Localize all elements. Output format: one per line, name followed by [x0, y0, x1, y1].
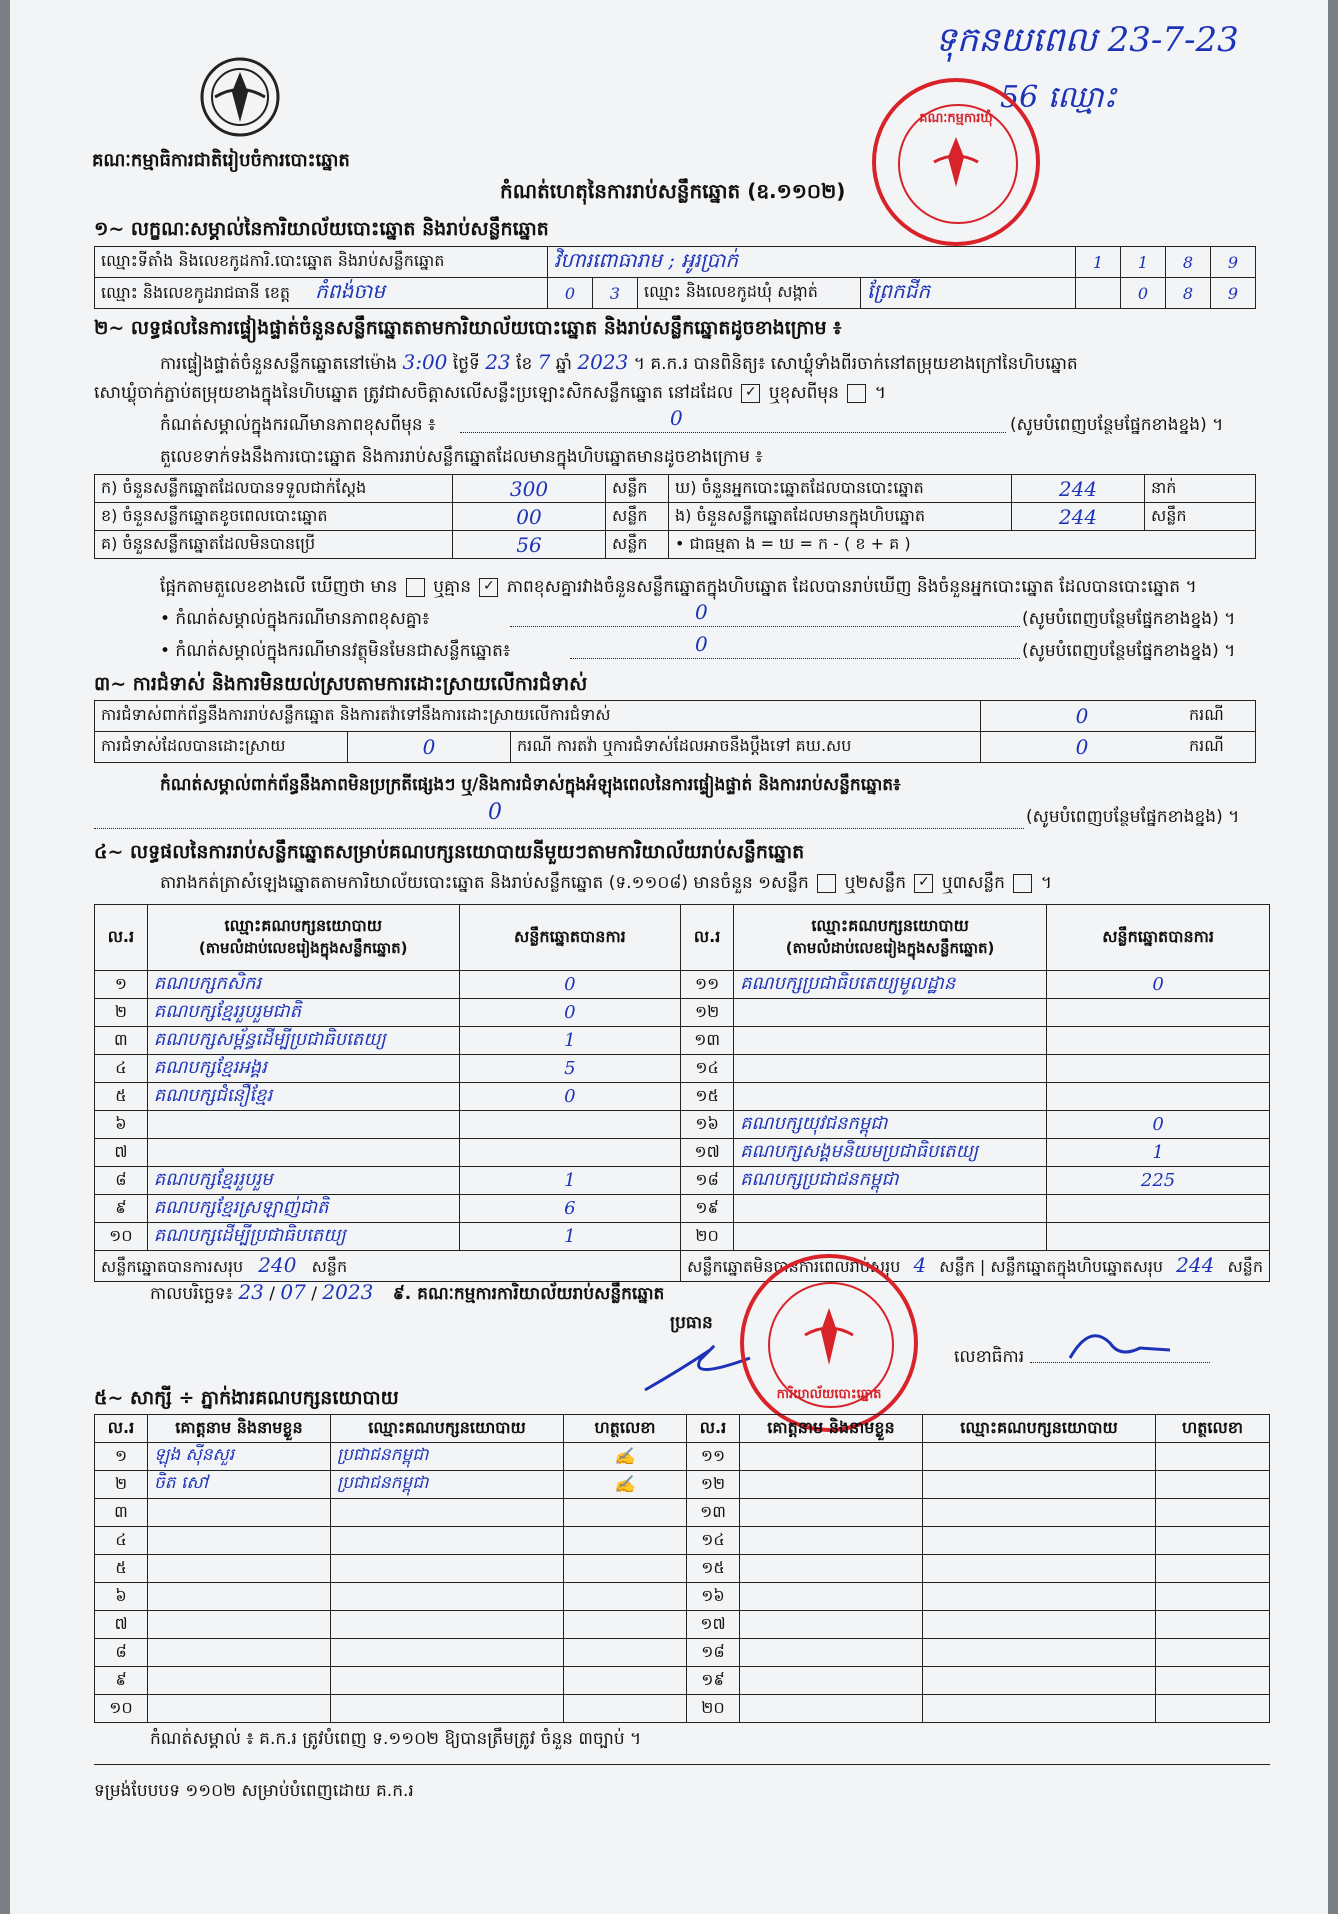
party-name [734, 999, 1047, 1027]
resolved-complaints-value: 0 [348, 732, 511, 763]
party-number: ១១ [681, 971, 734, 999]
witness-number: ១៩ [687, 1667, 740, 1695]
party-votes: 0 [459, 971, 680, 999]
province-code-1: 0 [548, 278, 593, 309]
nec-emblem-icon [190, 52, 290, 142]
witness-signature [1156, 1527, 1270, 1555]
party-number: ១២ [681, 999, 734, 1027]
witness-number: ២ [95, 1471, 148, 1499]
witness-signature [1156, 1471, 1270, 1499]
party-result-row [95, 999, 1270, 1027]
witness-party [923, 1639, 1156, 1667]
witness-number: ១៤ [687, 1527, 740, 1555]
witness-name [148, 1583, 331, 1611]
form-title: កំណត់ហេតុនៃការរាប់សន្លឹកឆ្នោត (ឧ.១១០២) [500, 179, 846, 203]
witness-name [740, 1471, 923, 1499]
seal-note-label: កំណត់សម្គាល់ក្នុងករណីមានភាពខុសពីមុន ៖ [160, 415, 436, 435]
party-name: គណបក្សប្រជាជនកម្ពុជា [734, 1167, 1047, 1195]
irregularity-note-fill: (សូមបំពេញបន្ថែមផ្នែកខាងខ្នង) ។ [1026, 807, 1240, 827]
party-name [734, 1223, 1047, 1251]
party-number: ៧ [95, 1139, 148, 1167]
party-result-row [95, 1223, 1270, 1251]
party-result-row [95, 1111, 1270, 1139]
verification-line: ការផ្ទៀងផ្ទាត់ចំនួនសន្លឹកឆ្នោតនៅម៉ោង 3:00 ថ្ងៃទី 23 ខែ 7 ឆ្នាំ 2023 ។ គ.ក.រ បានពិនិត្យ៖ សោឃ្លុំទាំងពីរចាក់នៅតម្រុយខាងក្រៅនៃហិបឆ្នោត [160, 350, 1078, 374]
witness-party [331, 1499, 564, 1527]
witness-number: ១៦ [687, 1583, 740, 1611]
witness-number: ៦ [95, 1583, 148, 1611]
witness-name [148, 1499, 331, 1527]
witness-signature [1156, 1555, 1270, 1583]
witness-signature [564, 1499, 687, 1527]
party-name: គណបក្សខ្មែររួបរួម [147, 1167, 459, 1195]
witness-name [740, 1611, 923, 1639]
witness-name [740, 1695, 923, 1723]
party-number: ១៤ [681, 1055, 734, 1083]
witness-signature [564, 1527, 687, 1555]
witness-party [923, 1667, 1156, 1695]
party-name [734, 1055, 1047, 1083]
secretary-label: លេខាធិការ [954, 1347, 1025, 1367]
section3-title: ៣~ ការជំទាស់ និងការមិនយល់ស្របតាមការដោះស្រាយលើការជំទាស់ [94, 673, 588, 695]
party-number: ៤ [95, 1055, 148, 1083]
party-votes: 1 [459, 1223, 680, 1251]
witness-row [95, 1695, 1270, 1723]
witness-body [95, 1443, 1270, 1723]
party-votes: 5 [459, 1055, 680, 1083]
party-number: ៥ [95, 1083, 148, 1111]
party-name [734, 1195, 1047, 1223]
party-name: គណបក្សខ្មែររួបរួមជាតិ [147, 999, 459, 1027]
different-checkbox[interactable] [847, 384, 866, 403]
official-stamp-bottom: ការិយាល័យបោះឆ្នោត [740, 1254, 918, 1432]
party-votes: 0 [459, 1083, 680, 1111]
witness-signature [564, 1667, 687, 1695]
witness-name [740, 1527, 923, 1555]
invalid-note-value: 0 [695, 632, 708, 656]
witness-row [95, 1499, 1270, 1527]
office-committee-label: ៩. គណៈកម្មការការិយាល័យរាប់សន្លឹកឆ្នោត [392, 1284, 665, 1304]
party-number: ១០ [95, 1223, 148, 1251]
witness-party [331, 1555, 564, 1583]
witness-party [331, 1583, 564, 1611]
witness-party [923, 1583, 1156, 1611]
form-footer: ទម្រង់បែបបទ ១១០២ សម្រាប់បំពេញដោយ គ.ក.រ [94, 1781, 414, 1801]
official-stamp-top: គណៈកម្មការឃុំ [872, 78, 1040, 246]
witness-row [95, 1527, 1270, 1555]
total-box-value: 244 [1176, 1252, 1215, 1277]
date-month: 07 [280, 1280, 306, 1304]
witness-name [740, 1667, 923, 1695]
witness-number: ២០ [687, 1695, 740, 1723]
province-cell [95, 278, 548, 309]
party-name [147, 1111, 459, 1139]
party-name: គណបក្សដើម្បីប្រជាធិបតេយ្យ [147, 1223, 459, 1251]
party-results-body [95, 971, 1270, 1251]
seal-check-line: សោឃ្លុំចាក់ភ្ជាប់តម្រុយខាងក្នុងនៃហិបឆ្នោត ត្រូវជាសចិត្តាសលើសន្លឹះប្រឡោះសិកសន្លឹកឆ្នោត នៅដដែល ✓ ឬខុសពីមុន ។ [94, 383, 887, 403]
witness-number: ៩ [95, 1667, 148, 1695]
diff-note-label: • កំណត់សម្គាល់ក្នុងករណីមានភាពខុសគ្នា៖ [160, 609, 430, 629]
witness-name [148, 1695, 331, 1723]
witness-row [95, 1639, 1270, 1667]
witness-row [95, 1443, 1270, 1471]
party-result-row [95, 1167, 1270, 1195]
complaints-table: ការជំទាស់ពាក់ព័ន្ធនឹងការរាប់សន្លឹកឆ្នោត និងការតវ៉ាទៅនឹងការដោះស្រាយលើការជំទាស់ 0 ករណី ការជំទាស់ដែលបានដោះស្រាយ 0 ករណី ការតវ៉ា ឬការជំទាស់ដែលអាចនឹងប្តឹងទៅ គឃ.សប 0 ករណី [94, 700, 1256, 763]
witness-row [95, 1555, 1270, 1583]
party-number: ១៣ [681, 1027, 734, 1055]
party-number: ១៧ [681, 1139, 734, 1167]
witness-signature: ✍ [564, 1443, 687, 1471]
party-result-row [95, 1139, 1270, 1167]
section5-title: ៥~ សាក្សី ÷ ភ្នាក់ងារគណបក្សនយោបាយ [94, 1387, 399, 1409]
counts-table: ក) ចំនួនសន្លឹកឆ្នោតដែលបានទទួលជាក់ស្តែង 300 សន្លឹក ឃ) ចំនួនអ្នកបោះឆ្នោតដែលបានបោះឆ្នោត 244 នាក់ ខ) ចំនួនសន្លឹកឆ្នោតខូចពេលបោះឆ្នោត 00 សន្លឹក ង) ចំនួនសន្លឹកឆ្នោតដែលមានក្នុងហិបឆ្នោត 244 សន្លឹក គ) ចំនួនសន្លឹកឆ្នោតដែលមិនបានប្រើ 56 សន្លឹក • ជាធម្មតា ង = ឃ = ក - ( ខ + គ ) [94, 474, 1256, 559]
witness-row [95, 1583, 1270, 1611]
date-day: 23 [238, 1280, 264, 1304]
party-name [734, 1027, 1047, 1055]
location-code-4: 9 [1211, 247, 1256, 278]
witness-signature [1156, 1667, 1270, 1695]
witness-party [923, 1443, 1156, 1471]
witness-party [923, 1527, 1156, 1555]
witness-name [740, 1639, 923, 1667]
verification-year: 2023 [577, 350, 629, 374]
location-value: វិហារពោធារាម ; អូរប្រាក់ [548, 247, 1076, 278]
location-code-3: 8 [1166, 247, 1211, 278]
witness-number: ១៧ [687, 1611, 740, 1639]
party-votes [1047, 1055, 1270, 1083]
secretary-signature-icon [1060, 1318, 1180, 1368]
party-number: ២០ [681, 1223, 734, 1251]
party-results-table: ល.រ ឈ្មោះគណបក្សនយោបាយ (តាមលំដាប់លេខរៀងក្នុងសន្លឹកឆ្នោត) សន្លឹកឆ្នោតបានការ ល.រ ឈ្មោះគណបក្សនយោបាយ (តាមលំដាប់លេខរៀងក្នុងសន្លឹកឆ្នោត) សន្លឹកឆ្នោតបានការ ១ គណបក្សកសិករ 0 ១១ គណបក្សប្រជាធិបតេយ្យមូលដ្ឋាន 0 ២ គណបក្សខ្មែររួបរួមជាតិ 0 ១២ ៣ គណបក្សសម្ព័ន្ធដើម្បីប្រជាធិបតេយ្យ 1 ១៣ ៤ គណបក្សខ្មែរអង្គរ 5 ១៤ ៥ គណបក្សជំនឿខ្មែរ 0 ១៥ ៦ ១៦ គណបក្សយុវជនកម្ពុជា 0 ៧ ១៧ គណបក្សសង្គមនិយមប្រជាធិបតេយ្យ 1 ៨ គណបក្សខ្មែររួបរួម 1 ១៨ គណបក្សប្រជាជនកម្ពុជា 225 ៩ គណបក្សខ្មែរស្រឡាញ់ជាតិ 6 ១៩ ១០ គណបក្សដើម្បីប្រជាធិបតេយ្យ 1 ២០ សន្លឹកឆ្នោតបានការសរុប 240 សន្លឹក សន្លឹកឆ្នោតមិនបានការពេលរាប់សរុប 4 សន្លឹក | សន្លឹកឆ្នោតក្នុងហិបឆ្នោតសរុប 244 សន្លឹក [94, 904, 1270, 1282]
party-votes: 1 [459, 1027, 680, 1055]
witness-signature [564, 1639, 687, 1667]
total-invalid-value: 4 [913, 1252, 927, 1277]
witness-number: ១២ [687, 1471, 740, 1499]
witness-party: ប្រជាជនកម្ពុជា [331, 1471, 564, 1499]
section2-title: ២~ លទ្ធផលនៃការផ្ទៀងផ្ទាត់ចំនួនសន្លឹកឆ្នោតតាមការិយាល័យបោះឆ្នោត និងរាប់សន្លឹកឆ្នោតដូចខាងក្រោម ៖ [94, 317, 842, 339]
tally-sheet-line: តារាងកត់ត្រាសំឡេងឆ្នោតតាមការិយាល័យបោះឆ្នោត និងរាប់សន្លឹកឆ្នោត (ទ.១១០៨) មានចំនួន ១សន្លឹក ឬ២សន្លឹក ✓ ឬ៣សន្លឹក ។ [160, 873, 1053, 893]
irregularity-note-label: កំណត់សម្គាល់ពាក់ព័ន្ធនឹងភាពមិនប្រក្រតីផ្សេងៗ ឬ/និងការជំទាស់ក្នុងអំឡុងពេលនៃការផ្ទៀងផ្ទាត់ និងការរាប់សន្លឹកឆ្នោត៖ [160, 775, 901, 795]
party-name: គណបក្សសម្ព័ន្ធដើម្បីប្រជាធិបតេយ្យ [147, 1027, 459, 1055]
chair-label: ប្រធាន [670, 1313, 713, 1333]
party-name: គណបក្សកសិករ [147, 971, 459, 999]
witness-row [95, 1667, 1270, 1695]
witness-number: ៧ [95, 1611, 148, 1639]
witness-signature [1156, 1695, 1270, 1723]
party-number: ១៦ [681, 1111, 734, 1139]
diff-note-value: 0 [695, 600, 708, 624]
witness-party [331, 1667, 564, 1695]
verification-month: 7 [537, 350, 551, 374]
witness-signature [564, 1611, 687, 1639]
witness-signature [1156, 1443, 1270, 1471]
party-name: គណបក្សសង្គមនិយមប្រជាធិបតេយ្យ [734, 1139, 1047, 1167]
party-votes: 6 [459, 1195, 680, 1223]
witness-number: ១៣ [687, 1499, 740, 1527]
witness-name [148, 1611, 331, 1639]
formula-note: • ជាធម្មតា ង = ឃ = ក - ( ខ + គ ) [669, 531, 1256, 559]
count-intro: តួលេខទាក់ទងនឹងការបោះឆ្នោត និងការរាប់សន្លឹកឆ្នោតដែលមានក្នុងហិបឆ្នោតមានដូចខាងក្រោម ៖ [160, 447, 763, 467]
committee-name: គណៈកម្មាធិការជាតិរៀបចំការបោះឆ្នោត [92, 150, 350, 171]
witness-name [740, 1555, 923, 1583]
party-votes [459, 1111, 680, 1139]
total-valid-value: 240 [258, 1252, 297, 1277]
witness-name: ចិត សៅ [148, 1471, 331, 1499]
irregularity-note-value: 0 [488, 800, 502, 825]
party-result-row [95, 1027, 1270, 1055]
location-table [94, 246, 1256, 309]
witness-signature [1156, 1611, 1270, 1639]
voters-count-value: 244 [1012, 475, 1145, 503]
party-votes: 0 [1047, 971, 1270, 999]
province-code-2: 3 [593, 278, 638, 309]
witness-signature [1156, 1583, 1270, 1611]
witness-signature [564, 1583, 687, 1611]
witness-name [740, 1499, 923, 1527]
difference-line: ផ្អែកតាមតួលេខខាងលើ ឃើញថា មាន ឬគ្មាន ✓ ភាពខុសគ្នារវាងចំនួនសន្លឹកឆ្នោតក្នុងហិបឆ្នោត ដែលបានរាប់ឃើញ និងចំនួនអ្នកបោះឆ្នោត ដែលបានបោះឆ្នោត ។ [160, 577, 1197, 597]
party-votes [1047, 1195, 1270, 1223]
witness-row [95, 1611, 1270, 1639]
two-sheets-checkbox[interactable]: ✓ [914, 874, 933, 893]
location-label: ឈ្មោះទីតាំង និងលេខកូដការិ.បោះឆ្នោត និងរាប់សន្លឹកឆ្នោត [95, 247, 548, 278]
diff-note-fill: (សូមបំពេញបន្ថែមផ្នែកខាងខ្នង) ។ [1022, 609, 1236, 629]
seal-note-fill: (សូមបំពេញបន្ថែមផ្នែកខាងខ្នង) ។ [1010, 415, 1224, 435]
one-sheet-checkbox[interactable] [817, 874, 836, 893]
footnote: កំណត់សម្គាល់ ៖ គ.ក.រ ត្រូវបំពេញ ទ.១១០២ ឱ្យបានត្រឹមត្រូវ ចំនួន ៣ច្បាប់ ។ [150, 1729, 642, 1749]
witness-party: ប្រជាជនកម្ពុជា [331, 1443, 564, 1471]
section1-title: ១~ លក្ខណៈសម្គាល់នៃការិយាល័យបោះឆ្នោត និងរាប់សន្លឹកឆ្នោត [94, 218, 549, 240]
witness-number: ៨ [95, 1639, 148, 1667]
invalid-note-fill: (សូមបំពេញបន្ថែមផ្នែកខាងខ្នង) ។ [1022, 641, 1236, 661]
witness-party [923, 1555, 1156, 1583]
section4-title: ៤~ លទ្ធផលនៃការរាប់សន្លឹកឆ្នោតសម្រាប់គណបក្សនយោបាយនីមួយៗតាមការិយាល័យរាប់សន្លឹកឆ្នោត [94, 841, 805, 863]
witness-party [331, 1639, 564, 1667]
party-result-row [95, 1055, 1270, 1083]
witness-party [923, 1499, 1156, 1527]
witness-party [331, 1695, 564, 1723]
party-number: ២ [95, 999, 148, 1027]
witness-party [923, 1611, 1156, 1639]
witness-number: ៥ [95, 1555, 148, 1583]
party-name [734, 1083, 1047, 1111]
commune-label: ឈ្មោះ និងលេខកូដឃុំ សង្កាត់ [638, 278, 861, 309]
location-code-1: 1 [1076, 247, 1121, 278]
party-number: ៣ [95, 1027, 148, 1055]
invalid-note-label: • កំណត់សម្គាល់ក្នុងករណីមានវត្ថុមិនមែនជាសន្លឹកឆ្នោត៖ [160, 641, 511, 661]
witness-number: ៤ [95, 1527, 148, 1555]
party-name: គណបក្សខ្មែរស្រឡាញ់ជាតិ [147, 1195, 459, 1223]
party-votes [1047, 1083, 1270, 1111]
witness-party [923, 1695, 1156, 1723]
has-difference-checkbox[interactable] [406, 578, 425, 597]
form-sheet [10, 0, 1328, 1914]
witness-party [331, 1527, 564, 1555]
party-votes [1047, 1223, 1270, 1251]
party-number: ៩ [95, 1195, 148, 1223]
ballots-in-box-value: 244 [1012, 503, 1145, 531]
complaints-value: 0 [981, 701, 1184, 732]
party-votes: 1 [1047, 1139, 1270, 1167]
unused-ballots-value: 56 [453, 531, 606, 559]
party-number: ៨ [95, 1167, 148, 1195]
witness-name [740, 1443, 923, 1471]
date-line: កាលបរិច្ឆេទ៖ 23 / 07 / 2023 ៩. គណៈកម្មការការិយាល័យរាប់សន្លឹកឆ្នោត [150, 1280, 665, 1304]
verification-time: 3:00 [402, 350, 448, 374]
witness-table: ល.រ គោត្តនាម និងនាមខ្លួន ឈ្មោះគណបក្សនយោបាយ ហត្ថលេខា ល.រ គោត្តនាម និងនាមខ្លួន ឈ្មោះគណបក្សនយោបាយ ហត្ថលេខា ១ ឡុង ស៊ីនសួរ ប្រជាជនកម្ពុជា ✍ ១១ ២ ចិត សៅ ប្រជាជនកម្ពុជា ✍ ១២ ៣ ១៣ ៤ ១៤ ៥ ១៥ ៦ ១៦ ៧ ១៧ ៨ ១៨ ៩ ១៩ ១០ ២០ [94, 1414, 1270, 1723]
party-result-row [95, 1195, 1270, 1223]
witness-number: ១៥ [687, 1555, 740, 1583]
party-votes: 1 [459, 1167, 680, 1195]
same-checkbox[interactable]: ✓ [741, 384, 760, 403]
party-votes: 0 [459, 999, 680, 1027]
witness-signature [564, 1695, 687, 1723]
witness-signature [1156, 1499, 1270, 1527]
witness-number: ១ [95, 1443, 148, 1471]
witness-party [923, 1471, 1156, 1499]
verification-day: 23 [485, 350, 511, 374]
appeal-complaints-value: 0 [981, 732, 1184, 763]
witness-number: ១១ [687, 1443, 740, 1471]
spoiled-ballots-value: 00 [453, 503, 606, 531]
party-number: ១៨ [681, 1167, 734, 1195]
witness-name [148, 1555, 331, 1583]
party-name: គណបក្សខ្មែរអង្គរ [147, 1055, 459, 1083]
received-ballots-value: 300 [453, 475, 606, 503]
no-difference-checkbox[interactable]: ✓ [479, 578, 498, 597]
commune-code-3: 9 [1211, 278, 1256, 309]
commune-code-2: 8 [1166, 278, 1211, 309]
party-votes [459, 1139, 680, 1167]
three-sheets-checkbox[interactable] [1013, 874, 1032, 893]
party-result-row [95, 1083, 1270, 1111]
witness-name [148, 1639, 331, 1667]
witness-name [740, 1583, 923, 1611]
party-result-row [95, 971, 1270, 999]
party-number: ១៥ [681, 1083, 734, 1111]
witness-signature [1156, 1639, 1270, 1667]
witness-party [331, 1611, 564, 1639]
commune-value: ព្រែកជីក [861, 278, 1076, 309]
party-name [147, 1139, 459, 1167]
party-number: ១ [95, 971, 148, 999]
witness-signature [564, 1555, 687, 1583]
party-votes [1047, 1027, 1270, 1055]
witness-signature: ✍ [564, 1471, 687, 1499]
handwritten-note-count: 56 ឈ្មោះ [1000, 80, 1117, 115]
witness-number: ៣ [95, 1499, 148, 1527]
province-value: កំពង់ចាម [315, 279, 385, 303]
witness-name [148, 1527, 331, 1555]
party-name: គណបក្សប្រជាធិបតេយ្យមូលដ្ឋាន [734, 971, 1047, 999]
total-valid-cell: សន្លឹកឆ្នោតបានការសរុប 240 សន្លឹក [95, 1251, 681, 1282]
date-year: 2023 [322, 1280, 374, 1304]
party-votes [1047, 999, 1270, 1027]
party-number: ១៩ [681, 1195, 734, 1223]
witness-number: ១០ [95, 1695, 148, 1723]
party-name: គណបក្សជំនឿខ្មែរ [147, 1083, 459, 1111]
handwritten-note-top: ទុកនយពេល 23-7-23 [935, 20, 1239, 60]
party-name: គណបក្សយុវជនកម្ពុជា [734, 1111, 1047, 1139]
location-code-2: 1 [1121, 247, 1166, 278]
witness-name: ឡុង ស៊ីនសួរ [148, 1443, 331, 1471]
total-invalid-cell: សន្លឹកឆ្នោតមិនបានការពេលរាប់សរុប 4 សន្លឹក | សន្លឹកឆ្នោតក្នុងហិបឆ្នោតសរុប 244 សន្លឹក [681, 1251, 1270, 1282]
witness-row [95, 1471, 1270, 1499]
party-number: ៦ [95, 1111, 148, 1139]
party-votes: 0 [1047, 1111, 1270, 1139]
witness-number: ១៨ [687, 1639, 740, 1667]
witness-name [148, 1667, 331, 1695]
commune-code-1: 0 [1121, 278, 1166, 309]
province-label: ឈ្មោះ និងលេខកូដរាជធានី ខេត្ត [101, 283, 291, 302]
party-votes: 225 [1047, 1167, 1270, 1195]
seal-note-value: 0 [670, 406, 683, 430]
